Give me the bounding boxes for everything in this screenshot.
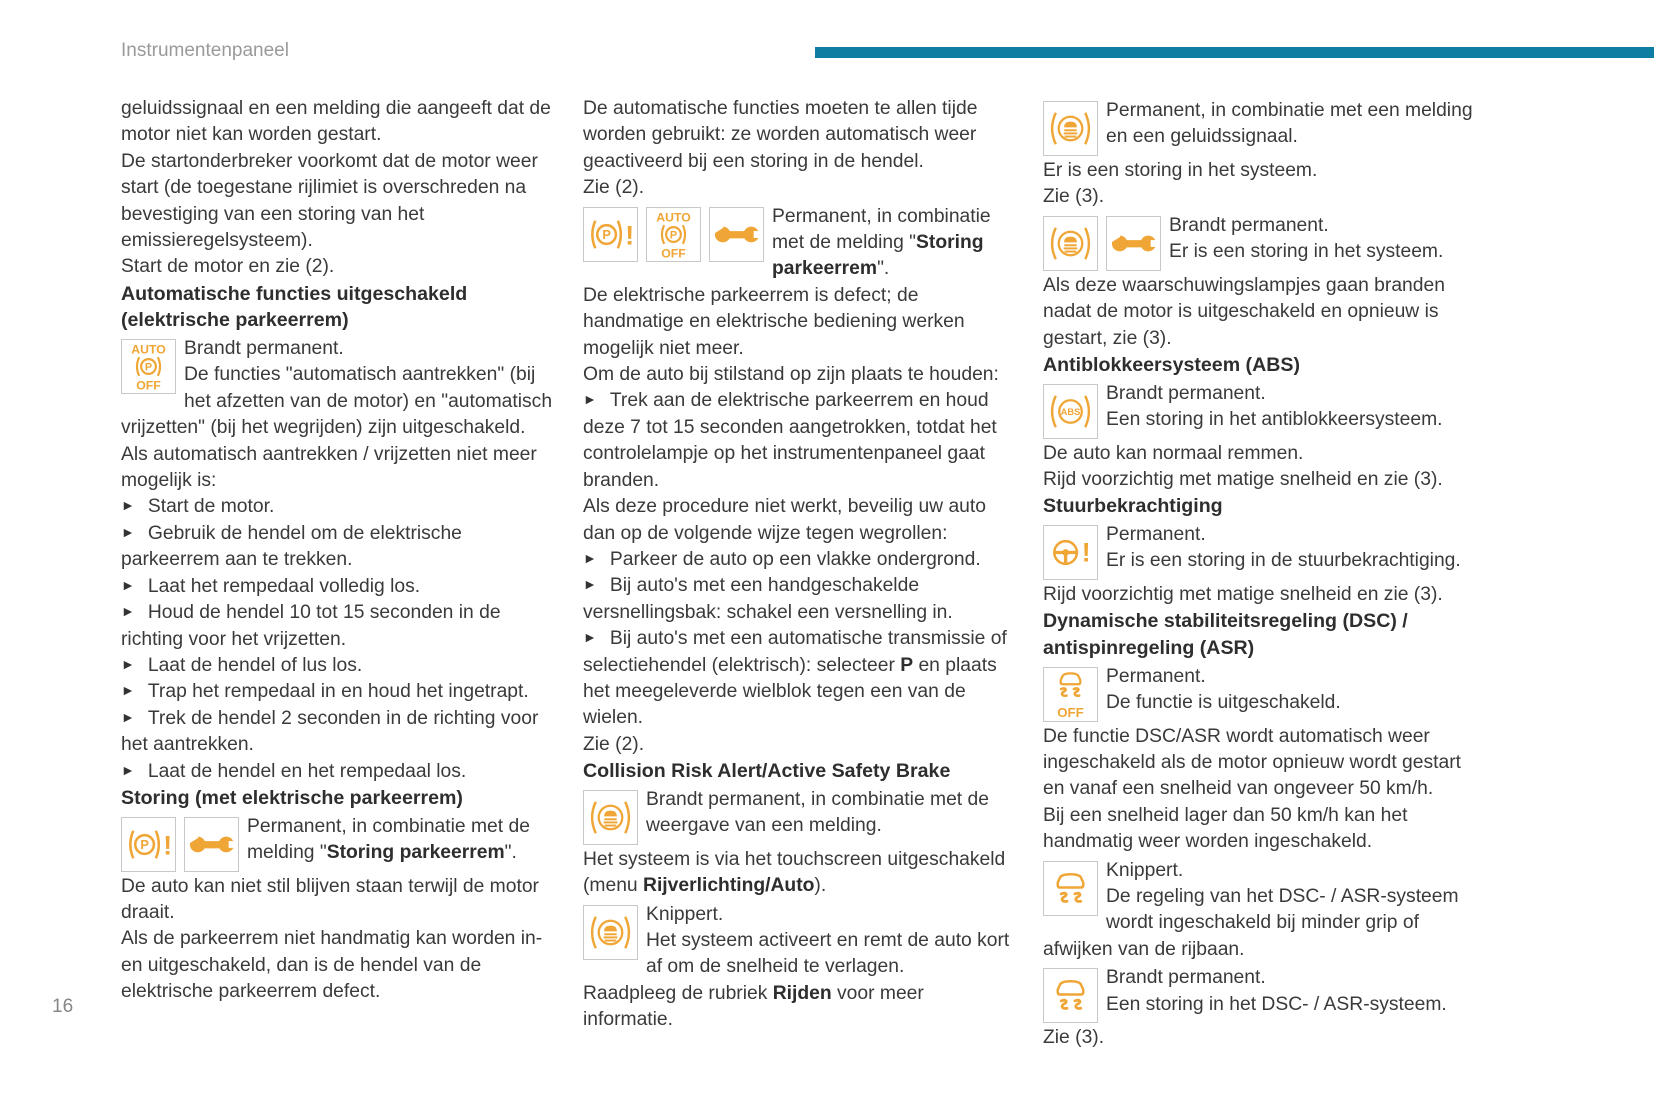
bullet-arrow-icon: ► [583, 391, 597, 408]
dsc-asr-icon [1043, 968, 1098, 1023]
service-wrench-icon [184, 817, 239, 872]
bullet-item: ► Laat de hendel en het rempedaal los. [121, 760, 467, 782]
bullet-arrow-icon: ► [121, 603, 135, 620]
lamp-state: Brandt permanent. [184, 338, 344, 360]
bullet-arrow-icon: ► [121, 761, 135, 778]
paragraph: Bij een snelheid lager dan 50 km/h kan het handmatig weer worden ingeschakeld. [1043, 804, 1408, 853]
paragraph [1043, 858, 1477, 964]
bullet-item: ► Parkeer de auto op een vlakke ondergrond. [583, 548, 981, 570]
section-heading-collision-risk: Collision Risk Alert/Active Safety Brake [583, 760, 951, 783]
paragraph: De auto kan normaal remmen. [1043, 442, 1304, 464]
warning-lamp-block [1043, 664, 1477, 724]
bullet-item: ► Laat het rempedaal volledig los. [121, 575, 421, 597]
active-safety-brake-icon [583, 790, 638, 845]
bullet-item: ► Start de motor. [121, 496, 275, 518]
paragraph [583, 902, 1017, 981]
lamp-state: Permanent. [1106, 665, 1206, 687]
lamp-state: Permanent. [1106, 524, 1206, 546]
warning-lamp-block [1043, 213, 1477, 273]
bullet-item: ► Trap het rempedaal in en houd het ingetrapt. [121, 681, 529, 703]
lamp-state: Brandt permanent. [1169, 214, 1329, 236]
warning-lamp-block [583, 204, 1017, 283]
lamp-description: Er is een storing in het systeem. [1169, 241, 1444, 263]
bullet-arrow-icon: ► [121, 497, 135, 514]
paragraph: Permanent, in combinatie met een melding en een geluidssignaal. [1106, 100, 1473, 148]
warning-lamp-block [121, 336, 555, 442]
page-header-title: Instrumentenpaneel [121, 40, 289, 61]
warning-lamp-block [583, 902, 1017, 981]
paragraph: Permanent, in combinatie met de melding "Storing parkeerrem". [772, 205, 991, 280]
lamp-description: De functies "automatisch aantrekken" (bij het afzetten van de motor) en "automatisch vrijzetten" (bij het wegrijden) zijn uitgeschakeld. [121, 364, 553, 439]
bullet-item: ► Trek aan de elektrische parkeerrem en houd deze 7 tot 15 seconden aangetrokken, totdat het controlelampje op het instrumentenpaneel gaat branden. [583, 390, 997, 491]
lamp-description: Het systeem activeert en remt de auto kort af om de snelheid te verlagen. [646, 929, 1010, 978]
paragraph: Er is een storing in het systeem. [1043, 160, 1318, 181]
bullet-arrow-icon: ► [121, 682, 135, 699]
column-right [1043, 96, 1477, 1052]
paragraph: Rijd voorzichtig met matige snelheid en zie (3). [1043, 469, 1443, 491]
section-heading-dsc-asr: Dynamische stabiliteitsregeling (DSC) / antispinregeling (ASR) [1043, 610, 1408, 660]
paragraph: De functie DSC/ASR wordt automatisch weer ingeschakeld als de motor opnieuw wordt gestart en vanaf een snelheid van ongeveer 50 km/h. [1043, 725, 1461, 800]
paragraph: Zie (2). [583, 177, 645, 199]
active-safety-brake-icon [1043, 101, 1098, 156]
lamp-state: Brandt permanent. [1106, 967, 1266, 989]
service-wrench-icon [1106, 216, 1161, 271]
bullet-arrow-icon: ► [583, 629, 597, 646]
section-heading-stuurbekrachtiging: Stuurbekrachtiging [1043, 495, 1223, 518]
accent-bar [815, 47, 1654, 58]
paragraph: De elektrische parkeerrem is defect; de handmatige en elektrische bediening werken mogelijk niet meer. [583, 284, 965, 359]
dsc-asr-icon [1043, 861, 1098, 916]
paragraph: Het systeem is via het touchscreen uitgeschakeld (menu Rijverlichting/Auto). [583, 848, 1006, 897]
lamp-description: Een storing in het antiblokkeersysteem. [1106, 409, 1443, 431]
paragraph [121, 336, 555, 442]
warning-lamp-block [1043, 522, 1477, 582]
column-left [121, 96, 555, 1006]
paragraph [1043, 965, 1477, 1018]
paragraph: Als automatisch aantrekken / vrijzetten niet meer mogelijk is: [121, 443, 537, 492]
bullet-arrow-icon: ► [121, 655, 135, 672]
parking-brake-fault-icon [583, 207, 638, 262]
paragraph: De auto kan niet stil blijven staan terwijl de motor draait. [121, 875, 539, 923]
paragraph [1043, 381, 1477, 434]
section-heading-auto-functions: Automatische functies uitgeschakeld (elektrische parkeerrem) [121, 282, 468, 332]
paragraph: Zie (2). [583, 733, 645, 755]
bullet-item: ► Houd de hendel 10 tot 15 seconden in de richting voor het vrijzetten. [121, 602, 501, 650]
auto-parking-brake-off-icon [121, 339, 176, 394]
bullet-item: ► Bij auto's met een handgeschakelde versnellingsbak: schakel een versnelling in. [583, 575, 953, 623]
lamp-description: De regeling van het DSC- / ASR-systeem wordt ingeschakeld bij minder grip of afwijken van de rijbaan. [1043, 886, 1459, 960]
paragraph: Als de parkeerrem niet handmatig kan worden in- en uitgeschakeld, dan is de hendel van de elektrische parkeerrem defect. [121, 928, 543, 1003]
lamp-state: Knippert. [1106, 859, 1184, 881]
paragraph: Zie (3). [1043, 186, 1105, 208]
section-heading-storing-parkeerrem: Storing (met elektrische parkeerrem) [121, 786, 463, 809]
bullet-item: ► Laat de hendel of lus los. [121, 654, 363, 676]
paragraph: Zie (3). [1043, 1027, 1105, 1049]
paragraph: Om de auto bij stilstand op zijn plaats te houden: [583, 364, 999, 386]
paragraph: geluidssignaal en een melding die aangeeft dat de motor niet kan worden gestart. [121, 98, 551, 146]
warning-lamp-block [1043, 965, 1477, 1025]
active-safety-brake-icon [583, 905, 638, 960]
column-middle [583, 96, 1017, 1034]
lamp-state: Brandt permanent. [1106, 382, 1266, 404]
lamp-description: Er is een storing in de stuurbekrachtiging. [1106, 550, 1461, 572]
paragraph: Als deze procedure niet werkt, beveilig uw auto dan op de volgende wijze tegen wegrollen: [583, 496, 986, 544]
paragraph: Raadpleeg de rubriek Rijden voor meer informatie. [583, 982, 924, 1031]
dsc-asr-off-icon [1043, 667, 1098, 722]
warning-lamp-block [1043, 381, 1477, 441]
bullet-arrow-icon: ► [121, 576, 135, 593]
paragraph: De startonderbreker voorkomt dat de motor weer start (de toegestane rijlimiet is overschreden na bevestiging van een storing van het emissieregelsysteem). [121, 150, 538, 252]
paragraph: Rijd voorzichtig met matige snelheid en zie (3). [1043, 584, 1443, 606]
active-safety-brake-icon [1043, 216, 1098, 271]
bullet-item: ► Gebruik de hendel om de elektrische parkeerrem aan te trekken. [121, 522, 462, 571]
paragraph: De automatische functies moeten te allen tijde worden gebruikt: ze worden automatisch weer geactiveerd bij een storing in de hendel. [583, 98, 978, 172]
lamp-description: De functie is uitgeschakeld. [1106, 692, 1341, 714]
parking-brake-fault-icon [121, 817, 176, 872]
bullet-arrow-icon: ► [121, 708, 135, 725]
warning-lamp-block [1043, 98, 1477, 158]
lamp-state: Knippert. [646, 903, 724, 925]
paragraph [1043, 664, 1477, 717]
lamp-description: Een storing in het DSC- / ASR-systeem. [1106, 993, 1447, 1015]
bullet-item: ► Bij auto's met een automatische transmissie of selectiehendel (elektrisch): selecteer P en plaats het meegeleverde wielblok tegen een van de wielen. [583, 628, 1007, 729]
auto-parking-brake-off-icon [646, 207, 701, 262]
page-number: 16 [52, 996, 74, 1017]
power-steering-fault-icon [1043, 525, 1098, 580]
bullet-arrow-icon: ► [121, 523, 135, 540]
paragraph: Als deze waarschuwingslampjes gaan branden nadat de motor is uitgeschakeld en opnieuw is gestart, zie (3). [1043, 274, 1445, 349]
warning-lamp-block [121, 814, 555, 874]
warning-lamp-block [1043, 858, 1477, 964]
bullet-arrow-icon: ► [583, 576, 597, 593]
bullet-item: ► Trek de hendel 2 seconden in de richting voor het aantrekken. [121, 707, 539, 756]
abs-icon [1043, 384, 1098, 439]
paragraph: Permanent, in combinatie met de melding "Storing parkeerrem". [247, 815, 530, 863]
warning-lamp-block [583, 787, 1017, 847]
paragraph [1043, 522, 1477, 575]
service-wrench-icon [709, 207, 764, 262]
paragraph: Brandt permanent, in combinatie met de weergave van een melding. [646, 788, 989, 837]
paragraph: Start de motor en zie (2). [121, 256, 335, 278]
bullet-arrow-icon: ► [583, 549, 597, 566]
section-heading-abs: Antiblokkeersysteem (ABS) [1043, 354, 1300, 377]
